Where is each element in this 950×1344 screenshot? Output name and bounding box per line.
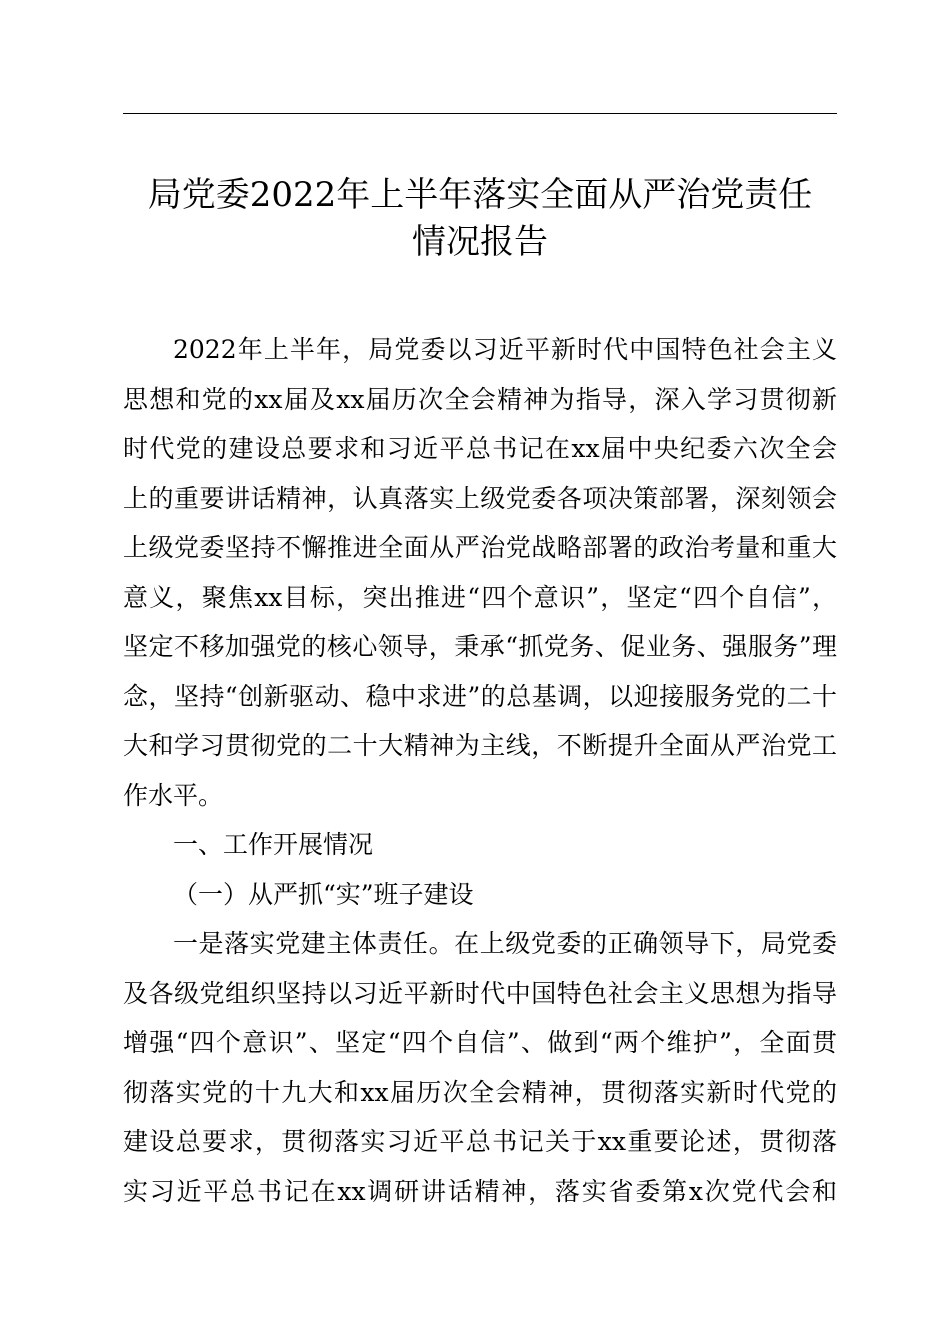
paragraph-line: 增强“四个意识”、坚定“四个自信”、做到“两个维护”，全面贯 (123, 1028, 837, 1057)
paragraph-line: 作水平。 (123, 780, 224, 810)
paragraph-line: 意义，聚焦xx目标，突出推进“四个意识”，坚定“四个自信”， (123, 582, 837, 612)
section-heading: 一、工作开展情况 (173, 830, 374, 859)
paragraph-line: 时代党的建设总要求和习近平总书记在xx届中央纪委六次全会 (123, 434, 837, 463)
paragraph-line: 实习近平总书记在xx调研讲话精神，落实省委第x次党代会和 (123, 1176, 837, 1206)
paragraph-line: 2022年上半年，局党委以习近平新时代中国特色社会主义 (173, 335, 837, 364)
paragraph-party-building (123, 919, 837, 1216)
paragraph-line: 念，坚持“创新驱动、稳中求进”的总基调，以迎接服务党的二十 (123, 681, 837, 711)
title-line-1: 局党委2022年上半年落实全面从严治党责任 (147, 175, 813, 215)
paragraph-line: 彻落实党的十九大和xx届历次全会精神，贯彻落实新时代党的 (123, 1077, 837, 1107)
header-rule (123, 113, 837, 114)
title-line-2: 情况报告 (412, 222, 548, 262)
document-body (123, 325, 837, 1216)
paragraph-line: 一是落实党建主体责任。在上级党委的正确领导下，局党委 (173, 929, 837, 958)
paragraph-line: 大和学习贯彻党的二十大精神为主线，不断提升全面从严治党工 (123, 731, 837, 760)
paragraph-line: 及各级党组织坚持以习近平新时代中国特色社会主义思想为指导 (123, 978, 837, 1008)
paragraph-line: 上的重要讲话精神，认真落实上级党委各项决策部署，深刻领会 (123, 483, 837, 513)
document-title (123, 172, 837, 266)
paragraph-line: 上级党委坚持不懈推进全面从严治党战略部署的政治考量和重大 (123, 533, 837, 562)
paragraph-line: 思想和党的xx届及xx届历次全会精神为指导，深入学习贯彻新 (123, 384, 837, 414)
paragraph-intro (123, 325, 837, 820)
paragraph-line: 坚定不移加强党的核心领导，秉承“抓党务、促业务、强服务”理 (123, 632, 837, 661)
paragraph-line: 建设总要求，贯彻落实习近平总书记关于xx重要论述，贯彻落 (123, 1127, 837, 1156)
subsection-heading: （一）从严抓“实”班子建设 (173, 879, 474, 909)
